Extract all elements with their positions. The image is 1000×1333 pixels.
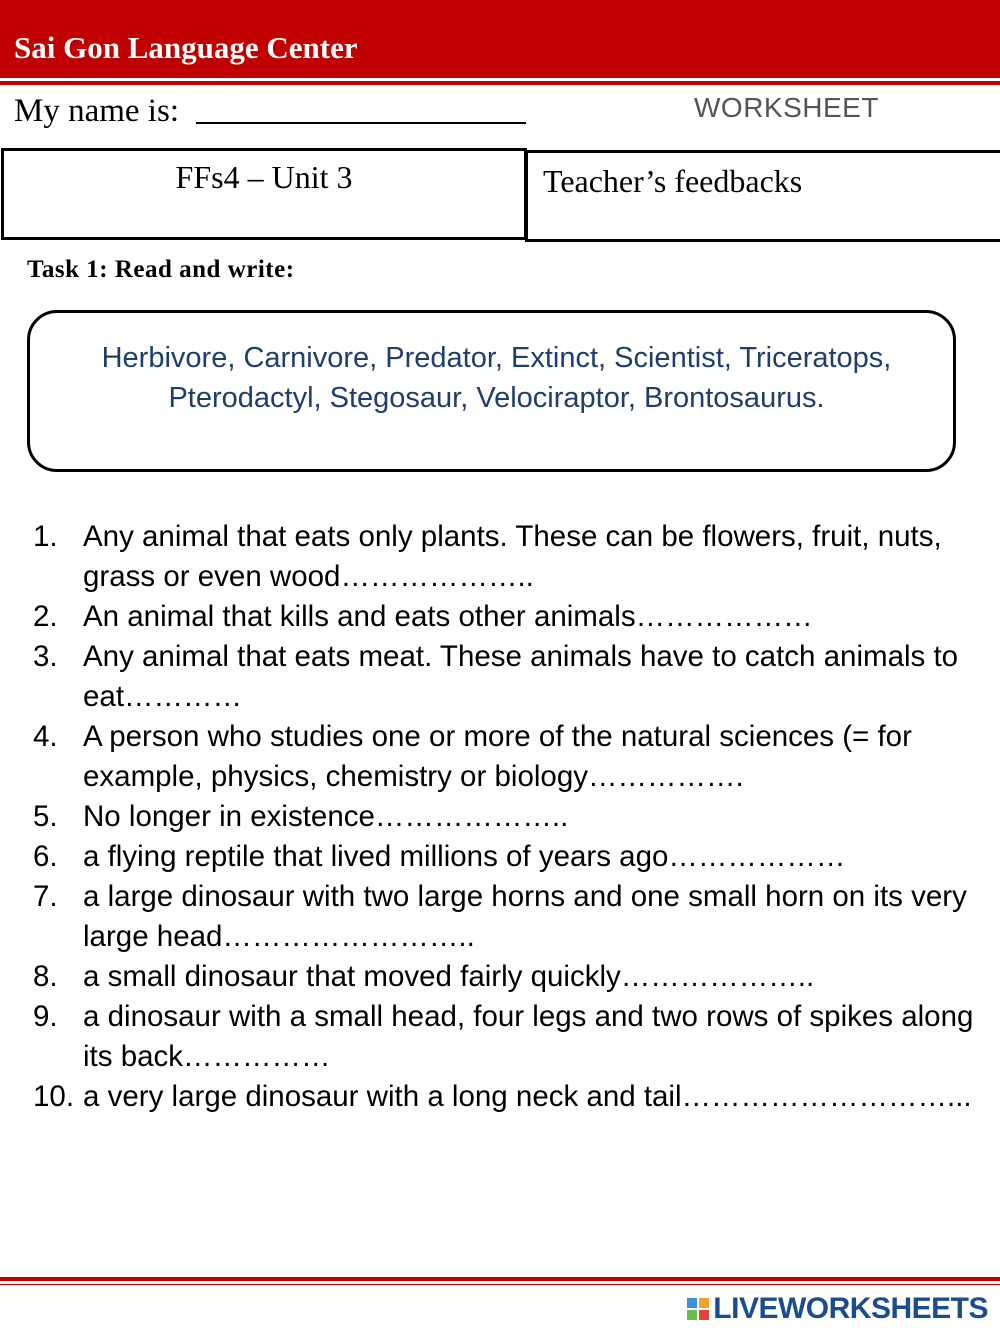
logo-square: [699, 1310, 709, 1320]
header-divider: [0, 81, 1000, 85]
word-bank-line: Herbivore, Carnivore, Predator, Extinct, Scientist, Triceratops,: [101, 342, 892, 374]
word-bank: [27, 310, 956, 472]
worksheet-label: WORKSHEET: [694, 92, 879, 123]
question-number: 9.: [33, 1000, 58, 1033]
question-item: [0, 837, 1000, 877]
question-item: [0, 597, 1000, 637]
question-item: [0, 957, 1000, 997]
header-title: Sai Gon Language Center: [14, 30, 358, 65]
question-text: Any animal that eats only plants. These can be flowers, fruit, nuts, grass or even wood………………..: [83, 520, 942, 593]
question-item: [0, 1077, 1000, 1117]
word-bank-text: [40, 338, 953, 418]
question-text: a flying reptile that lived millions of years ago………………: [83, 840, 846, 873]
question-number: 1.: [33, 520, 58, 553]
question-number: 5.: [33, 800, 58, 833]
feedback-box: [525, 150, 1000, 242]
unit-title: FFs4 – Unit 3: [175, 159, 353, 195]
question-text: a small dinosaur that moved fairly quickly………………..: [83, 960, 815, 993]
question-text: Any animal that eats meat. These animals have to catch animals to eat…………: [83, 640, 959, 713]
question-item: [0, 637, 1000, 717]
question-item: [0, 997, 1000, 1077]
question-text: a very large dinosaur with a long neck and tail………………………...: [83, 1080, 972, 1113]
question-item: [0, 877, 1000, 957]
question-item: [0, 517, 1000, 597]
word-bank-line: Pterodactyl, Stegosaur, Velociraptor, Brontosaurus.: [168, 382, 825, 414]
question-text: A person who studies one or more of the natural sciences (= for example, physics, chemistry or biology…………….: [83, 720, 912, 793]
question-number: 7.: [33, 880, 58, 913]
logo-square: [687, 1298, 697, 1308]
question-number: 2.: [33, 600, 58, 633]
header-bar: [0, 0, 1000, 78]
footer-divider: [0, 1277, 1000, 1281]
question-number: 3.: [33, 640, 58, 673]
liveworksheets-brand[interactable]: [687, 1292, 988, 1326]
question-item: [0, 717, 1000, 797]
name-input-line[interactable]: [196, 122, 526, 124]
question-text: a large dinosaur with two large horns and one small horn on its very large head……………………..: [83, 880, 967, 953]
feedback-title: Teacher’s feedbacks: [543, 163, 803, 199]
unit-box: [1, 148, 527, 240]
footer-divider-thin: [0, 1284, 1000, 1285]
question-item: [0, 797, 1000, 837]
name-label: My name is:: [14, 93, 179, 129]
question-text: a dinosaur with a small head, four legs and two rows of spikes along its back……………: [83, 1000, 974, 1073]
logo-square: [699, 1298, 709, 1308]
question-number: 4.: [33, 720, 58, 753]
task-heading: Task 1: Read and write:: [27, 256, 295, 283]
liveworksheets-logo-icon: [687, 1298, 709, 1320]
question-number: 10.: [33, 1080, 75, 1113]
question-list: [0, 517, 1000, 1117]
question-number: 8.: [33, 960, 58, 993]
brand-name: LIVEWORKSHEETS: [713, 1292, 988, 1325]
logo-square: [687, 1310, 697, 1320]
question-text: An animal that kills and eats other animals………………: [83, 600, 813, 633]
question-text: No longer in existence………………..: [83, 800, 569, 833]
question-number: 6.: [33, 840, 58, 873]
